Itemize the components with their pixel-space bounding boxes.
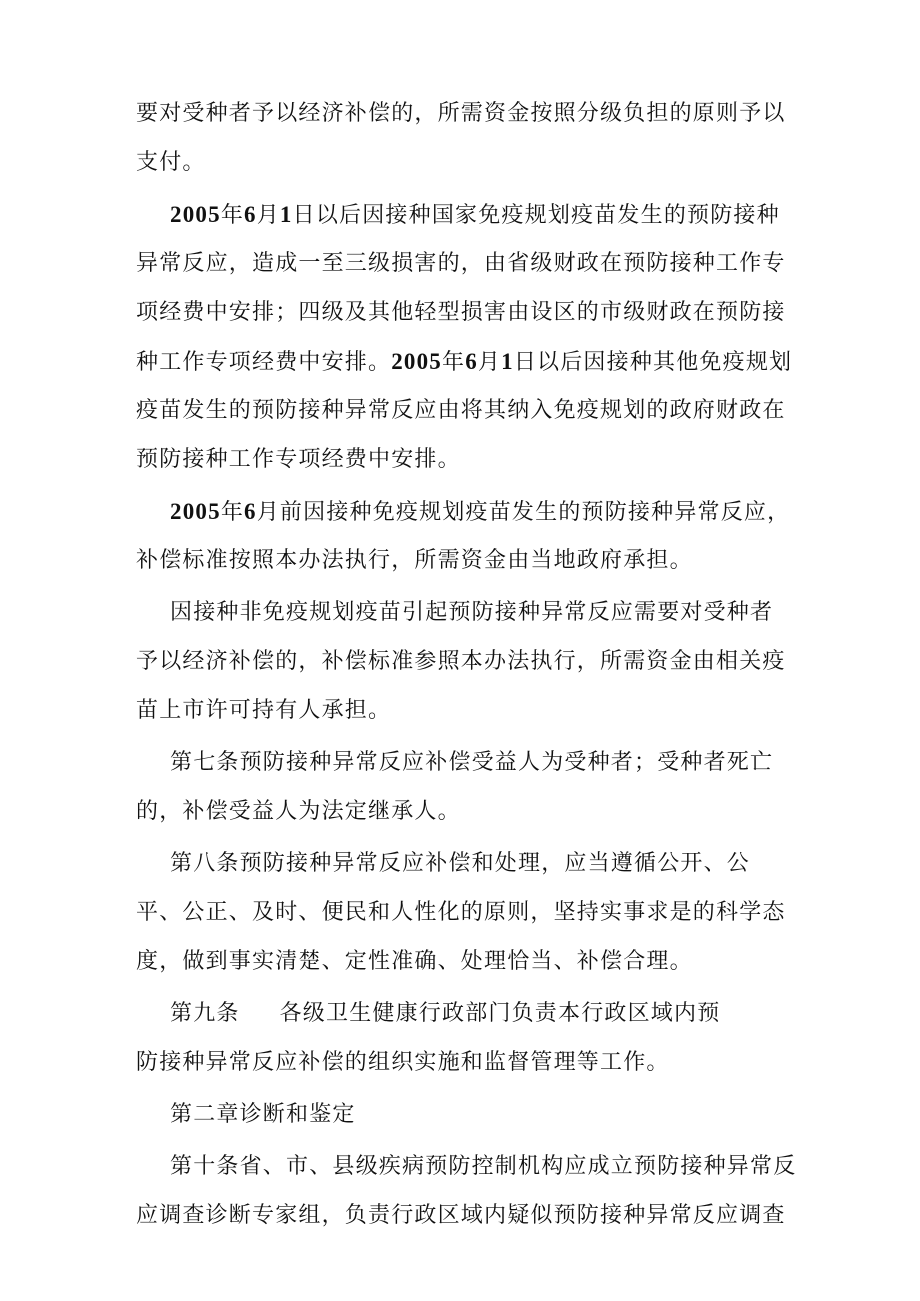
month-number: 6	[244, 499, 257, 524]
text-line: 应调查诊断专家组，负责行政区域内疑似预防接种异常反应调查	[136, 1203, 786, 1228]
article-number: 第九条	[170, 1001, 240, 1026]
year-number: 2005	[391, 349, 443, 374]
text-line: 疫苗发生的预防接种异常反应由将其纳入免疫规划的政府财政在	[136, 398, 786, 423]
month-number: 6	[465, 349, 478, 374]
text-span: 月	[477, 350, 502, 375]
text-line: 要对受种者予以经济补偿的，所需资金按照分级负担的原则予以	[136, 101, 786, 126]
text-line	[136, 994, 796, 1043]
text-line: 项经费中安排；四级及其他轻型损害由设区的市级财政在预防接	[136, 300, 786, 325]
text-span: 月前因接种免疫规划疫苗发生的预防接种异常反应，	[256, 500, 791, 525]
month-number: 6	[244, 202, 257, 227]
text-span: 各级卫生健康行政部门负责本行政区域内预	[279, 1001, 721, 1026]
text-line	[136, 195, 796, 244]
document-body	[136, 94, 796, 1245]
day-number: 1	[501, 349, 514, 374]
text-line: 第八条预防接种异常反应补偿和处理，应当遵循公开、公	[170, 851, 751, 876]
text-line: 苗上市许可持有人承担。	[136, 698, 392, 723]
text-line: 第十条省、市、县级疾病预防控制机构应成立预防接种异常反	[170, 1154, 797, 1179]
text-line	[136, 492, 796, 541]
text-line: 异常反应，造成一至三级损害的，由省级财政在预防接种工作专	[136, 251, 786, 276]
text-line: 防接种异常反应补偿的组织实施和监督管理等工作。	[136, 1050, 670, 1075]
text-span: 年	[442, 350, 466, 375]
text-line: 度，做到事实清楚、定性准确、处理恰当、补偿合理。	[136, 949, 693, 974]
day-number: 1	[279, 202, 293, 227]
text-line: 的，补偿受益人为法定继承人。	[136, 799, 461, 824]
text-line: 补偿标准按照本办法执行，所需资金由当地政府承担。	[136, 548, 693, 573]
text-line	[136, 342, 796, 391]
text-line: 平、公正、及时、便民和人性化的原则，坚持实事求是的科学态	[136, 900, 786, 925]
text-span: 年	[220, 203, 245, 228]
year-number: 2005	[170, 202, 221, 227]
year-number: 2005	[170, 499, 221, 524]
text-line: 予以经济补偿的，补偿标准参照本办法执行，所需资金由相关疫	[136, 649, 786, 674]
text-span: 年	[220, 500, 245, 525]
text-line: 因接种非免疫规划疫苗引起预防接种异常反应需要对受种者	[170, 600, 774, 625]
text-line: 预防接种工作专项经费中安排。	[136, 447, 461, 472]
chapter-heading: 第二章诊断和鉴定	[170, 1102, 356, 1127]
text-span: 种工作专项经费中安排。	[136, 350, 392, 375]
text-span: 月	[256, 203, 280, 228]
text-line: 第七条预防接种异常反应补偿受益人为受种者；受种者死亡	[170, 750, 774, 775]
text-line: 支付。	[136, 150, 206, 175]
text-span: 日以后因接种国家免疫规划疫苗发生的预防接种	[292, 203, 780, 228]
text-span: 日以后因接种其他免疫规划	[513, 350, 793, 375]
